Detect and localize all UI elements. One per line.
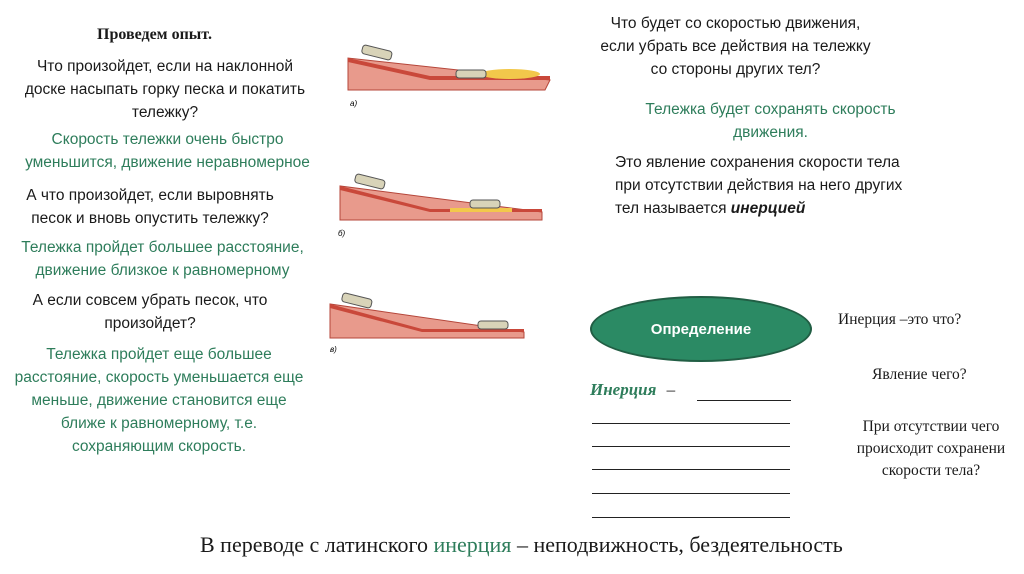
definition-term: Инерция [590,380,657,399]
hint-absence-line: При отсутствии чего [862,418,1000,435]
answer-1 [0,128,335,174]
explanation-prefix: тел называется [615,200,731,217]
answer-3-line: меньше, движение становится еще [31,392,287,409]
question-1-line: доске насыпать горку песка и покатить [24,81,306,98]
ramp-figure-b [330,172,550,244]
question-3-line: А если совсем убрать песок, что [32,292,268,309]
question-2-line: А что произойдет, если выровнять [26,187,274,204]
right-question-line: Что будет со скоростью движения, [610,15,861,32]
figure-label-c: в) [330,345,337,354]
answer-2-line: движение близкое к равномерному [35,262,290,279]
figure-label-a: а) [350,99,358,108]
cart-icon [478,321,508,329]
answer-1-line: Скорость тележки очень быстро [51,131,284,148]
definition-blank-line[interactable] [592,423,790,424]
definition-blank-line[interactable] [592,469,790,470]
inertia-explanation [615,151,955,220]
figure-label-b: б) [338,229,346,238]
definition-blank-line[interactable] [697,400,791,401]
experiment-title: Проведем опыт. [97,26,212,43]
explanation-line: Это явление сохранения скорости тела [615,154,900,171]
answer-2 [0,236,325,282]
right-question [578,12,893,81]
cart-icon [456,70,486,78]
hint-absence [838,416,1024,482]
sand-layer [450,208,512,212]
answer-3-line: Тележка пройдет еще большее [46,346,272,363]
answer-3-line: расстояние, скорость уменьшается еще [14,369,304,386]
answer-2-line: Тележка пройдет большее расстояние, [21,239,304,256]
right-answer-line: движения. [733,124,808,141]
footer-suffix: – неподвижность, бездеятельность [511,532,843,557]
question-2-line: песок и вновь опустить тележку? [31,210,269,227]
right-question-line: если убрать все действия на тележку [600,38,871,55]
question-3 [0,289,300,335]
sand-pile [480,69,540,79]
definition-oval-label: Определение [650,320,752,338]
footer-translation [200,532,843,558]
hint-what: Инерция –это что? [838,311,962,328]
definition-blank-line[interactable] [592,517,790,518]
footer-term: инерция [433,532,512,557]
question-2 [0,184,300,230]
explanation-line [615,197,955,220]
hint-absence-line: происходит сохранени [856,440,1006,457]
ramp-board [340,186,542,220]
question-1-line: Что произойдет, если на наклонной [36,58,294,75]
answer-1-line: уменьшится, движение неравномерное [25,154,310,171]
answer-3 [0,343,318,458]
definition-oval [590,296,812,362]
definition-blank-line[interactable] [592,446,790,447]
ramp-figure-c [322,290,532,358]
question-1-line: тележку? [131,104,199,121]
definition-dash: – [666,380,676,399]
cart-icon [354,173,385,189]
question-1 [0,55,330,124]
ramp-figure-a [340,40,555,112]
hint-absence-line: скорости тела? [881,462,981,479]
cart-icon [361,44,392,60]
right-question-line: со стороны других тел? [650,61,821,78]
inertia-term-emphasis: инерцией [730,200,806,217]
explanation-line: при отсутствии действия на него других [615,177,903,194]
right-answer [628,98,913,144]
cart-icon [470,200,500,208]
definition-term-row [590,380,675,400]
definition-blank-line[interactable] [592,493,790,494]
hint-phenomenon: Явление чего? [872,366,967,383]
answer-3-line: ближе к равномерному, т.е. [60,415,258,432]
footer-prefix: В переводе с латинского [200,532,434,557]
answer-3-line: сохраняющим скорость. [71,438,247,455]
right-answer-line: Тележка будет сохранять скорость [645,101,896,118]
question-3-line: произойдет? [104,315,196,332]
